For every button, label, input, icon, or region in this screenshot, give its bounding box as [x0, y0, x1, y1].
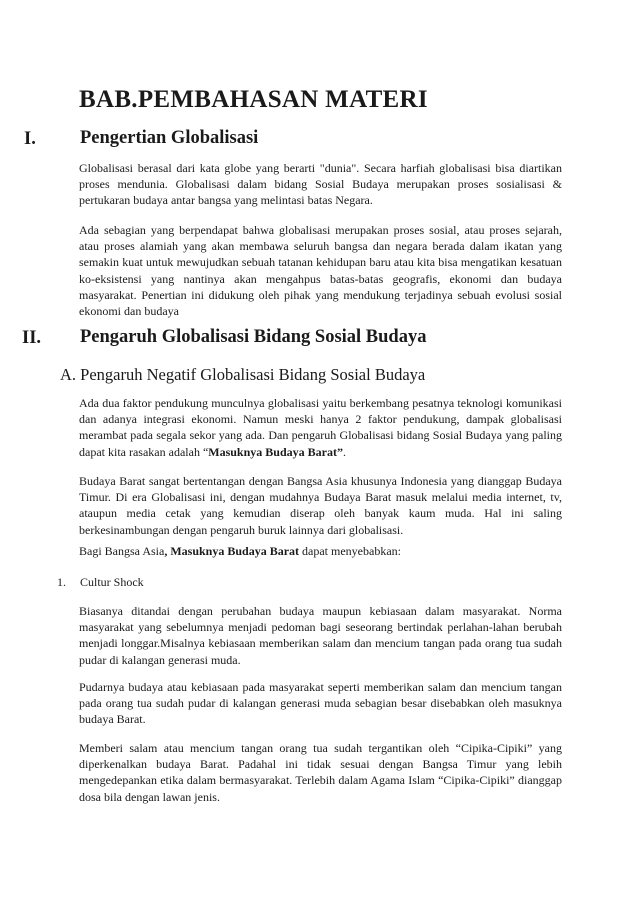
- subsection-a-heading: A. Pengaruh Negatif Globalisasi Bidang Sosial Budaya: [60, 365, 426, 384]
- list-item-label: Cultur Shock: [80, 575, 144, 589]
- paragraph-3-bold: , Masuknya Budaya Barat: [164, 544, 300, 558]
- page-title: BAB.PEMBAHASAN MATERI: [79, 86, 428, 113]
- section-2-heading: Pengaruh Globalisasi Bidang Sosial Budaya: [80, 327, 427, 347]
- list-item-number: 1.: [57, 575, 66, 589]
- section-2-number: II.: [22, 328, 42, 348]
- paragraph-3-suffix: dapat menyebabkan:: [299, 544, 401, 558]
- section-2-paragraph-2: Budaya Barat sangat bertentangan dengan Bangsa Asia khusunya Indonesia yang dianggap Budaya Timur. Di era Globalisasi ini, dengan mudahnya Budaya Barat masuk melalui media internet, tv, ataupun media cetak yang kemudian diserap oleh banyak kaum muda. Hal ini saling berkesinambungan dengan pengaruh buruk lainnya dari globalisasi.: [79, 474, 562, 537]
- section-1-paragraph-1: Globalisasi berasal dari kata globe yang berarti "dunia". Secara harfiah globalisasi bisa diartikan proses mendunia. Globalisasi dalam bidang Sosial Budaya merupakan proses sosialisasi & pertukaran budaya antar bangsa yang melintasi batas Negara.: [79, 161, 562, 208]
- paragraph-1-text: Ada dua faktor pendukung munculnya globalisasi yaitu berkembang pesatnya teknologi komunikasi dan adanya integrasi ekonomi. Namun meski hanya 2 faktor pendukung, dampak globalisasi merambat pada segala sekor yang ada. Dan pengaruh Globalisasi bidang Sosial Budaya yang paling dapat kita rasakan adalah “: [79, 396, 562, 459]
- list-paragraph-1: Biasanya ditandai dengan perubahan budaya maupun kebiasaan dalam masyarakat. Norma masyarakat yang sebelumnya menjadi pedoman bagi seseorang bertindak perlahan-lahan berubah menjadi longgar.Misalnya kebiasaan memberikan salam dan mencium tangan pada orang tua sudah pudar di kalangan generasi muda.: [79, 604, 562, 667]
- paragraph-1-end: .: [342, 444, 346, 459]
- section-1-heading: Pengertian Globalisasi: [80, 128, 259, 148]
- paragraph-3-prefix: Bagi Bangsa Asia: [79, 544, 165, 558]
- paragraph-1-bold: Masuknya Budaya Barat”: [208, 444, 343, 459]
- section-2-paragraph-3: [79, 543, 562, 559]
- list-paragraph-3: Memberi salam atau mencium tangan orang tua sudah tergantikan oleh “Cipika-Cipiki” yang diperkenalkan budaya Barat. Padahal ini tidak sesuai dengan Bangsa Timur yang lebih mengedepankan etika dalam bermasyarakat. Terlebih dalam Agama Islam “Cipika-Cipiki” dianggap dosa bila dengan lawan jenis.: [79, 741, 562, 804]
- list-paragraph-2: Pudarnya budaya atau kebiasaan pada masyarakat seperti memberikan salam dan mencium tangan pada orang tua sudah pudar di kalangan generasi muda sebagian besar disebabkan oleh masuknya budaya Barat.: [79, 680, 562, 727]
- section-2-paragraph-1: [79, 395, 562, 460]
- section-1-paragraph-2: Ada sebagian yang berpendapat bahwa globalisasi merupakan proses sosial, atau proses sejarah, atau proses alamiah yang akan membawa seluruh bangsa dan negara berada dalam ikatan yang semakin kuat untuk mewujudkan sebuah tatanan kehidupan baru atau kita bisa mengatikan kesatuan ko-eksistensi yang nantinya akan mengahpus batas-batas geografis, ekonomi dan budaya masyarakat. Penertian ini didukung oleh pihak yang mendukung terjadinya sebuah evolusi sosial ekonomi dan budaya: [79, 223, 562, 319]
- section-1-number: I.: [24, 129, 36, 149]
